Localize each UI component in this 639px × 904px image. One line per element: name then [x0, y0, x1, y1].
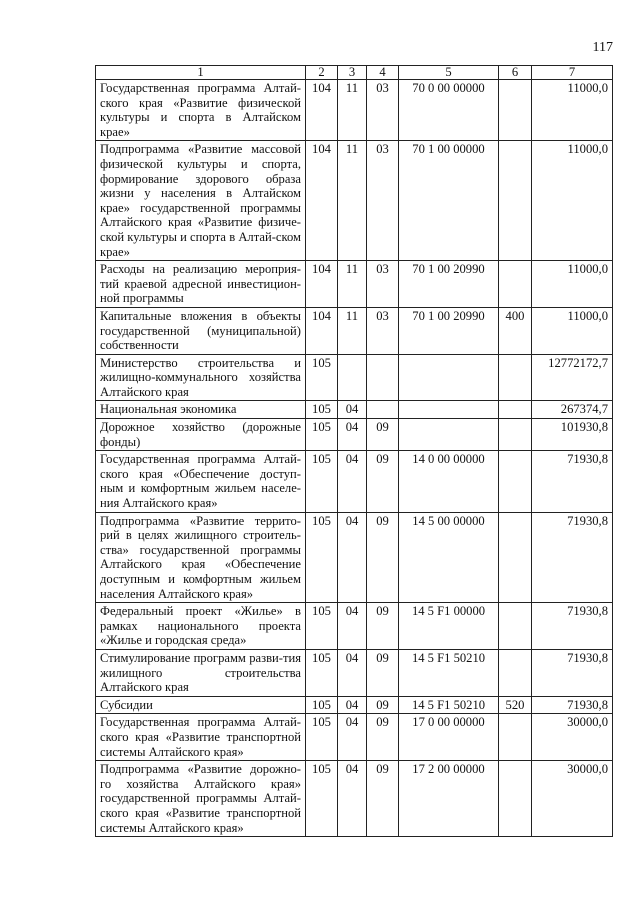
table-row [96, 307, 613, 354]
header-col-5: 5 [399, 66, 499, 80]
page-number: 117 [592, 40, 613, 55]
row-rz-code: 105 [306, 419, 338, 451]
row-subsection-code: 09 [367, 696, 399, 714]
row-expense-type [499, 261, 532, 308]
table-row [96, 512, 613, 603]
row-target-code: 14 5 00 00000 [399, 512, 499, 603]
row-expense-type [499, 141, 532, 261]
row-section-code: 04 [338, 696, 367, 714]
row-amount: 11000,0 [532, 307, 613, 354]
row-subsection-code [367, 354, 399, 401]
row-name: Национальная экономика [96, 401, 306, 419]
row-section-code: 04 [338, 603, 367, 650]
row-amount: 71930,8 [532, 649, 613, 696]
row-amount: 11000,0 [532, 261, 613, 308]
row-name: Подпрограмма «Развитие террито-рий в целях жилищного строитель-ства» государственной программы Алтайского края «Обеспечение доступным и комфортным жильем населения Алтайского края» [96, 512, 306, 603]
row-expense-type: 400 [499, 307, 532, 354]
table-row [96, 451, 613, 512]
header-col-6: 6 [499, 66, 532, 80]
row-name: Расходы на реализацию мероприя-тий краевой адресной инвестицион-ной программы [96, 261, 306, 308]
row-expense-type [499, 80, 532, 141]
row-rz-code: 104 [306, 261, 338, 308]
row-rz-code: 105 [306, 603, 338, 650]
row-target-code: 70 1 00 20990 [399, 307, 499, 354]
row-amount: 101930,8 [532, 419, 613, 451]
row-target-code: 70 1 00 00000 [399, 141, 499, 261]
header-col-2: 2 [306, 66, 338, 80]
table-row [96, 649, 613, 696]
table-row [96, 141, 613, 261]
row-target-code: 70 1 00 20990 [399, 261, 499, 308]
table-row [96, 401, 613, 419]
row-expense-type [499, 649, 532, 696]
table-row [96, 354, 613, 401]
row-rz-code: 105 [306, 512, 338, 603]
row-subsection-code: 09 [367, 761, 399, 837]
table-row [96, 714, 613, 761]
row-subsection-code [367, 401, 399, 419]
row-subsection-code: 09 [367, 603, 399, 650]
row-subsection-code: 09 [367, 451, 399, 512]
row-amount: 30000,0 [532, 761, 613, 837]
row-subsection-code: 09 [367, 512, 399, 603]
row-section-code: 04 [338, 451, 367, 512]
row-section-code: 11 [338, 141, 367, 261]
header-col-1: 1 [96, 66, 306, 80]
row-expense-type [499, 512, 532, 603]
row-expense-type [499, 354, 532, 401]
row-target-code: 14 0 00 00000 [399, 451, 499, 512]
row-subsection-code: 03 [367, 141, 399, 261]
row-name: Министерство строительства и жилищно-коммунального хозяйства Алтайского края [96, 354, 306, 401]
row-rz-code: 105 [306, 761, 338, 837]
row-name: Государственная программа Алтай-ского края «Обеспечение доступ-ным и комфортным жильем населе-ния Алтайского края» [96, 451, 306, 512]
table-row [96, 761, 613, 837]
row-target-code: 14 5 F1 00000 [399, 603, 499, 650]
row-name: Субсидии [96, 696, 306, 714]
row-amount: 71930,8 [532, 512, 613, 603]
row-subsection-code: 09 [367, 419, 399, 451]
row-target-code: 17 0 00 00000 [399, 714, 499, 761]
row-rz-code: 104 [306, 307, 338, 354]
row-target-code: 14 5 F1 50210 [399, 696, 499, 714]
row-amount: 11000,0 [532, 141, 613, 261]
row-rz-code: 105 [306, 649, 338, 696]
row-name: Государственная программа Алтай-ского края «Развитие транспортной системы Алтайского края» [96, 714, 306, 761]
row-section-code: 04 [338, 649, 367, 696]
table-row [96, 261, 613, 308]
row-subsection-code: 03 [367, 80, 399, 141]
table-row [96, 696, 613, 714]
row-expense-type [499, 419, 532, 451]
header-col-3: 3 [338, 66, 367, 80]
row-subsection-code: 03 [367, 261, 399, 308]
row-amount: 30000,0 [532, 714, 613, 761]
row-target-code: 70 0 00 00000 [399, 80, 499, 141]
header-col-4: 4 [367, 66, 399, 80]
header-col-7: 7 [532, 66, 613, 80]
row-expense-type [499, 714, 532, 761]
row-rz-code: 105 [306, 451, 338, 512]
row-target-code: 14 5 F1 50210 [399, 649, 499, 696]
table-row [96, 603, 613, 650]
row-target-code [399, 419, 499, 451]
row-expense-type [499, 401, 532, 419]
row-section-code: 04 [338, 761, 367, 837]
row-subsection-code: 09 [367, 649, 399, 696]
row-expense-type [499, 451, 532, 512]
row-expense-type [499, 603, 532, 650]
row-section-code: 04 [338, 419, 367, 451]
row-amount: 71930,8 [532, 451, 613, 512]
row-amount: 11000,0 [532, 80, 613, 141]
row-name: Дорожное хозяйство (дорожные фонды) [96, 419, 306, 451]
row-rz-code: 104 [306, 141, 338, 261]
row-amount: 267374,7 [532, 401, 613, 419]
budget-table [95, 65, 613, 837]
row-target-code [399, 401, 499, 419]
row-section-code: 04 [338, 714, 367, 761]
row-name: Федеральный проект «Жилье» в рамках национального проекта «Жилье и городская среда» [96, 603, 306, 650]
row-section-code: 11 [338, 261, 367, 308]
row-expense-type [499, 761, 532, 837]
row-amount: 12772172,7 [532, 354, 613, 401]
row-name: Подпрограмма «Развитие массовой физической культуры и спорта, формирование здорового образа жизни у населения в Алтайском крае» государственной программы Алтайского края «Развитие физиче-ской культуры и спорта в Алтай-ском крае» [96, 141, 306, 261]
row-section-code: 04 [338, 512, 367, 603]
row-section-code: 11 [338, 307, 367, 354]
row-target-code [399, 354, 499, 401]
table-row [96, 80, 613, 141]
row-rz-code: 105 [306, 696, 338, 714]
table-row [96, 419, 613, 451]
row-subsection-code: 03 [367, 307, 399, 354]
row-amount: 71930,8 [532, 696, 613, 714]
row-target-code: 17 2 00 00000 [399, 761, 499, 837]
row-name: Стимулирование программ разви-тия жилищного строительства Алтайского края [96, 649, 306, 696]
row-rz-code: 105 [306, 401, 338, 419]
row-rz-code: 104 [306, 80, 338, 141]
row-amount: 71930,8 [532, 603, 613, 650]
row-section-code: 11 [338, 80, 367, 141]
row-rz-code: 105 [306, 354, 338, 401]
row-name: Капитальные вложения в объекты государственной (муниципальной) собственности [96, 307, 306, 354]
table-body [96, 80, 613, 837]
row-subsection-code: 09 [367, 714, 399, 761]
row-section-code: 04 [338, 401, 367, 419]
row-expense-type: 520 [499, 696, 532, 714]
row-name: Государственная программа Алтай-ского края «Развитие физической культуры и спорта в Алтайском крае» [96, 80, 306, 141]
table-header-row [96, 66, 613, 80]
row-name: Подпрограмма «Развитие дорожно-го хозяйства Алтайского края» государственной программы Алтай-ского края «Развитие транспортной системы Алтайского края» [96, 761, 306, 837]
row-section-code [338, 354, 367, 401]
row-rz-code: 105 [306, 714, 338, 761]
